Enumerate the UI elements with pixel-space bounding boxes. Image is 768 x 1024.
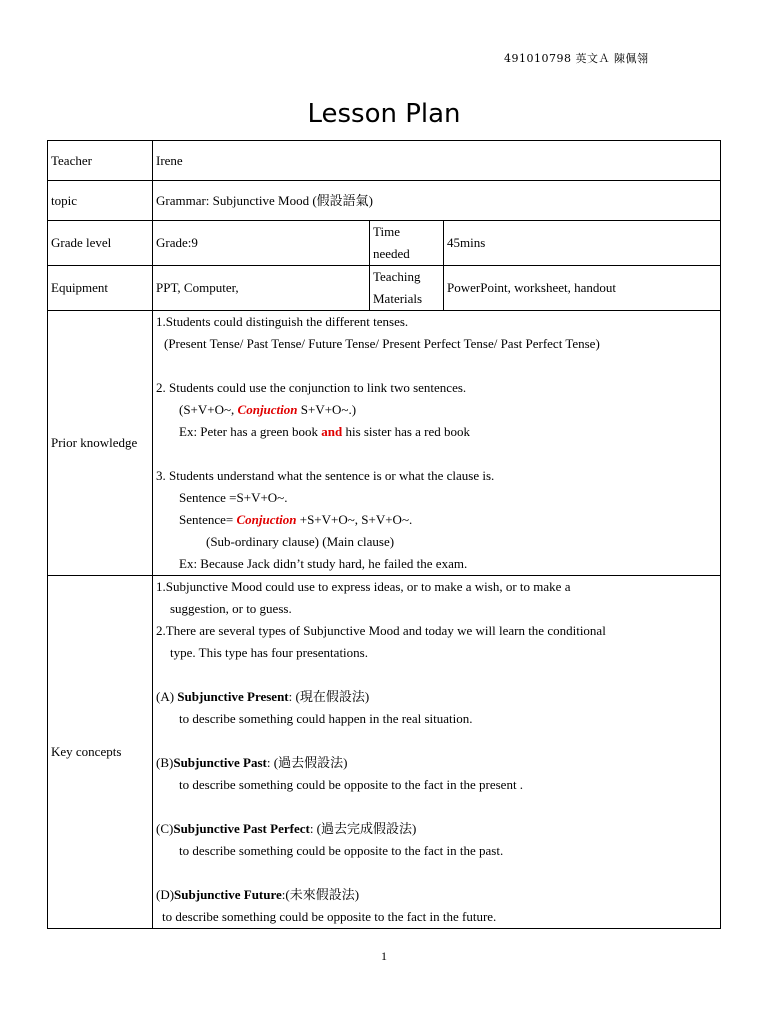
- key-term: Subjunctive Present: [177, 689, 289, 704]
- prior-line: [156, 421, 717, 443]
- grade-row: [48, 221, 721, 266]
- key-text: : (過去完成假設法): [309, 821, 417, 836]
- time-needed-label: Time needed: [370, 221, 444, 266]
- key-concepts-label: Key concepts: [48, 576, 153, 929]
- key-line: type. This type has four presentations.: [170, 645, 368, 660]
- teacher-row: [48, 141, 721, 181]
- grade-value: Grade:9: [153, 221, 370, 266]
- key-line: [156, 818, 717, 840]
- prior-text: Ex: Peter has a green book: [179, 424, 322, 439]
- topic-value: Grammar: Subjunctive Mood (假設語氣): [153, 181, 721, 221]
- prior-text: (S+V+O~,: [179, 402, 238, 417]
- prior-text: Sentence=: [179, 512, 237, 527]
- key-line: suggestion, or to guess.: [170, 601, 292, 616]
- time-needed-value: 45mins: [444, 221, 721, 266]
- key-text: : (現在假設法): [288, 689, 370, 704]
- conjunction-highlight: Conjuction: [237, 402, 298, 417]
- teaching-materials-label: Teaching Materials: [370, 266, 444, 311]
- prior-knowledge-label: Prior knowledge: [48, 311, 153, 576]
- topic-row: [48, 181, 721, 221]
- key-text: (B): [156, 755, 174, 770]
- key-line: [156, 686, 717, 708]
- prior-line: Ex: Because Jack didn’t study hard, he failed the exam.: [179, 556, 468, 571]
- key-term: Subjunctive Future: [174, 887, 282, 902]
- prior-text: his sister has a red book: [342, 424, 471, 439]
- prior-text: +S+V+O~, S+V+O~.: [296, 512, 413, 527]
- key-line: 2.There are several types of Subjunctive Mood and today we will learn the conditional: [156, 623, 606, 638]
- key-concepts-content: [153, 576, 721, 929]
- lesson-plan-table: [47, 140, 721, 929]
- key-term: Subjunctive Past: [173, 755, 267, 770]
- key-concepts-row: [48, 576, 721, 929]
- key-text: :(未來假設法): [281, 887, 360, 902]
- equipment-row: [48, 266, 721, 311]
- prior-line: [156, 399, 717, 421]
- and-highlight: and: [321, 424, 343, 439]
- prior-line: [156, 509, 717, 531]
- prior-line: 2. Students could use the conjunction to link two sentences.: [156, 380, 467, 395]
- prior-line: (Present Tense/ Past Tense/ Future Tense/ Present Perfect Tense/ Past Perfect Tense): [164, 336, 600, 351]
- key-text: (D): [156, 887, 175, 902]
- key-text: (A): [156, 689, 178, 704]
- prior-line: (Sub-ordinary clause) (Main clause): [206, 534, 395, 549]
- key-line: 1.Subjunctive Mood could use to express ideas, or to make a wish, or to make a: [156, 579, 571, 594]
- key-line: to describe something could be opposite to the fact in the present .: [179, 777, 524, 792]
- prior-knowledge-row: [48, 311, 721, 576]
- key-line: [156, 752, 717, 774]
- teacher-value: Irene: [153, 141, 721, 181]
- prior-text: S+V+O~.): [297, 402, 357, 417]
- conjunction-highlight: Conjuction: [236, 512, 297, 527]
- equipment-label: Equipment: [48, 266, 153, 311]
- prior-line: 3. Students understand what the sentence is or what the clause is.: [156, 468, 495, 483]
- key-line: to describe something could be opposite to the fact in the future.: [162, 909, 497, 924]
- header-student-id: 491010798 英文Ａ 陳佩翎: [504, 52, 649, 65]
- grade-label: Grade level: [48, 221, 153, 266]
- prior-line: 1.Students could distinguish the different tenses.: [156, 314, 409, 329]
- page-title: Lesson Plan: [307, 99, 461, 129]
- equipment-value: PPT, Computer,: [153, 266, 370, 311]
- key-term: Subjunctive Past Perfect: [173, 821, 310, 836]
- topic-label: topic: [48, 181, 153, 221]
- prior-line: Sentence =S+V+O~.: [179, 490, 288, 505]
- key-text: (C): [156, 821, 174, 836]
- page-number: 1: [381, 949, 387, 963]
- prior-knowledge-content: [153, 311, 721, 576]
- key-line: to describe something could happen in the real situation.: [179, 711, 473, 726]
- teacher-label: Teacher: [48, 141, 153, 181]
- key-line: [156, 884, 717, 906]
- key-text: : (過去假設法): [266, 755, 348, 770]
- key-line: to describe something could be opposite to the fact in the past.: [179, 843, 504, 858]
- teaching-materials-value: PowerPoint, worksheet, handout: [444, 266, 721, 311]
